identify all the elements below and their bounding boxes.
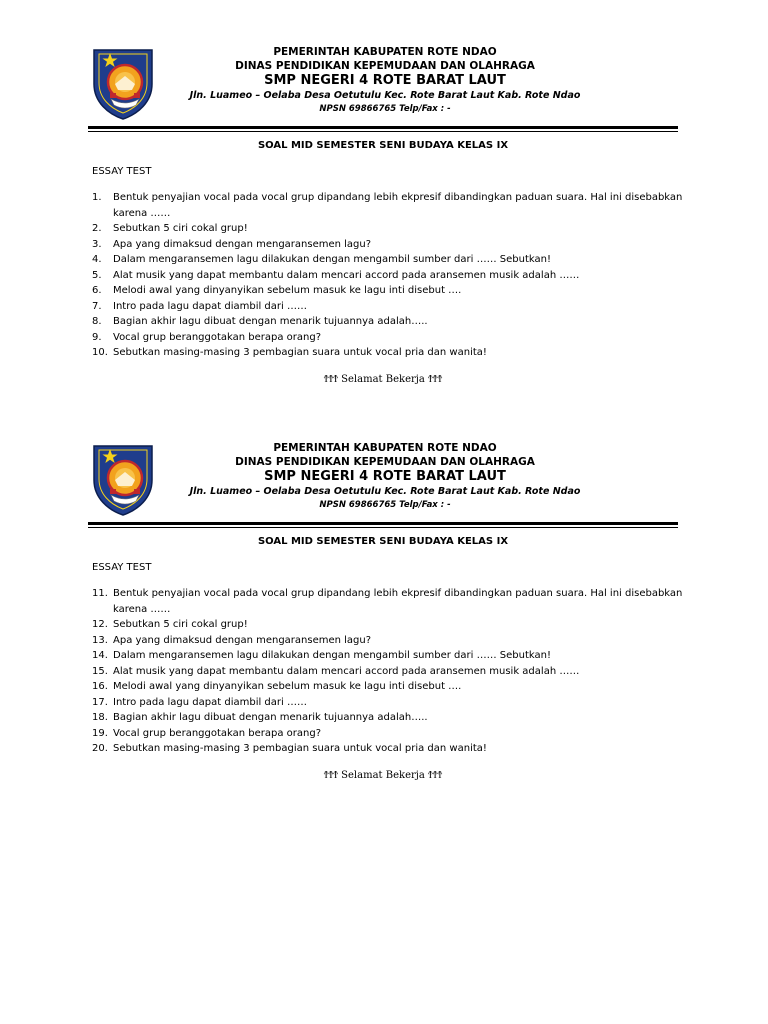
question-number: 7. [92,300,102,312]
question-item [92,633,684,649]
question-number: 11. [92,588,108,599]
question-number: 8. [92,316,102,327]
question-text: Alat musik yang dapat membantu dalam mencari accord pada aransemen musik adalah …… [113,269,580,281]
question-item [92,617,684,633]
header-npsn: NPSN 69866765 Telp/Fax : - [319,104,451,114]
question-text: Intro pada lagu dapat diambil dari …… [113,696,307,708]
question-item [92,190,684,221]
question-number: 6. [92,285,102,296]
question-text: Melodi awal yang dinyanyikan sebelum masuk ke lagu inti disebut …. [113,681,462,692]
question-text: Bagian akhir lagu dibuat dengan menarik tujuannya adalah….. [113,712,428,723]
question-number: 16. [92,681,108,692]
question-number: 9. [92,331,102,343]
header-school-name: SMP NEGERI 4 ROTE BARAT LAUT [264,469,506,484]
question-number: 10. [92,347,108,358]
question-number: 1. [92,192,102,203]
question-text: Dalam mengaransemen lagu dilakukan dengan mengambil sumber dari …… Sebutkan! [113,650,551,661]
question-item [92,710,684,726]
question-text: Bentuk penyajian vocal pada vocal grup dipandang lebih ekpresif dibandingkan paduan suara. Hal ini disebabkan karena …… [113,588,683,615]
header-divider-thin [88,527,678,528]
question-number: 14. [92,650,108,661]
exam-sheet-2 [0,436,768,826]
question-item [92,648,684,664]
question-item [92,695,684,711]
question-text: Dalam mengaransemen lagu dilakukan dengan mengambil sumber dari …… Sebutkan! [113,254,551,265]
exam-title: SOAL MID SEMESTER SENI BUDAYA KELAS IX [257,140,509,151]
header-department: DINAS PENDIDIKAN KEPEMUDAAN DAN OLAHRAGA [235,60,535,72]
question-item [92,679,684,695]
question-list [92,190,684,361]
section-label: ESSAY TEST [92,166,152,177]
question-item [92,283,684,299]
question-text: Alat musik yang dapat membantu dalam mencari accord pada aransemen musik adalah …… [113,665,580,677]
header-divider-thick [88,126,678,129]
question-text: Bagian akhir lagu dibuat dengan menarik tujuannya adalah….. [113,316,428,327]
question-text: Intro pada lagu dapat diambil dari …… [113,300,307,312]
question-number: 20. [92,743,108,754]
header-school-name: SMP NEGERI 4 ROTE BARAT LAUT [264,73,506,88]
question-item [92,726,684,742]
question-text: Sebutkan masing-masing 3 pembagian suara untuk vocal pria dan wanita! [113,743,487,754]
question-item [92,330,684,346]
question-item [92,221,684,237]
school-emblem-icon [92,46,154,120]
question-item [92,741,684,757]
exam-title: SOAL MID SEMESTER SENI BUDAYA KELAS IX [257,536,509,547]
question-item [92,268,684,284]
question-number: 12. [92,619,108,630]
question-item [92,664,684,680]
question-number: 5. [92,269,102,281]
question-number: 15. [92,665,108,677]
question-item [92,586,684,617]
question-text: Vocal grup beranggotakan berapa orang? [113,331,322,343]
question-text: Apa yang dimaksud dengan mengaransemen lagu? [113,634,372,646]
question-text: Melodi awal yang dinyanyikan sebelum masuk ke lagu inti disebut …. [113,285,462,296]
school-emblem-icon [92,442,154,516]
question-item [92,299,684,315]
header-divider-thick [88,522,678,525]
question-item [92,237,684,253]
question-item [92,345,684,361]
header-divider-thin [88,131,678,132]
question-number: 3. [92,238,102,250]
question-item [92,252,684,268]
question-text: Vocal grup beranggotakan berapa orang? [113,727,322,739]
question-list [92,586,684,757]
question-number: 13. [92,634,108,646]
question-text: Bentuk penyajian vocal pada vocal grup dipandang lebih ekpresif dibandingkan paduan suara. Hal ini disebabkan karena …… [113,192,683,219]
header-address: Jln. Luameo – Oelaba Desa Oetutulu Kec. Rote Barat Laut Kab. Rote Ndao [189,486,581,497]
question-number: 18. [92,712,108,723]
closing-message: ϮϮϮ Selamat Bekerja ϮϮϮ [323,770,443,781]
header-address: Jln. Luameo – Oelaba Desa Oetutulu Kec. Rote Barat Laut Kab. Rote Ndao [189,90,581,101]
header-department: DINAS PENDIDIKAN KEPEMUDAAN DAN OLAHRAGA [235,456,535,468]
question-item [92,314,684,330]
question-number: 19. [92,727,108,739]
header-government: PEMERINTAH KABUPATEN ROTE NDAO [273,442,497,454]
header-government: PEMERINTAH KABUPATEN ROTE NDAO [273,46,497,58]
section-label: ESSAY TEST [92,562,152,573]
question-text: Sebutkan masing-masing 3 pembagian suara untuk vocal pria dan wanita! [113,347,487,358]
question-number: 4. [92,254,102,265]
question-text: Sebutkan 5 ciri cokal grup! [113,223,248,234]
question-number: 2. [92,223,102,234]
header-npsn: NPSN 69866765 Telp/Fax : - [319,500,451,510]
question-text: Apa yang dimaksud dengan mengaransemen lagu? [113,238,372,250]
question-number: 17. [92,696,108,708]
closing-message: ϮϮϮ Selamat Bekerja ϮϮϮ [323,374,443,385]
question-text: Sebutkan 5 ciri cokal grup! [113,619,248,630]
exam-sheet-1 [0,40,768,430]
